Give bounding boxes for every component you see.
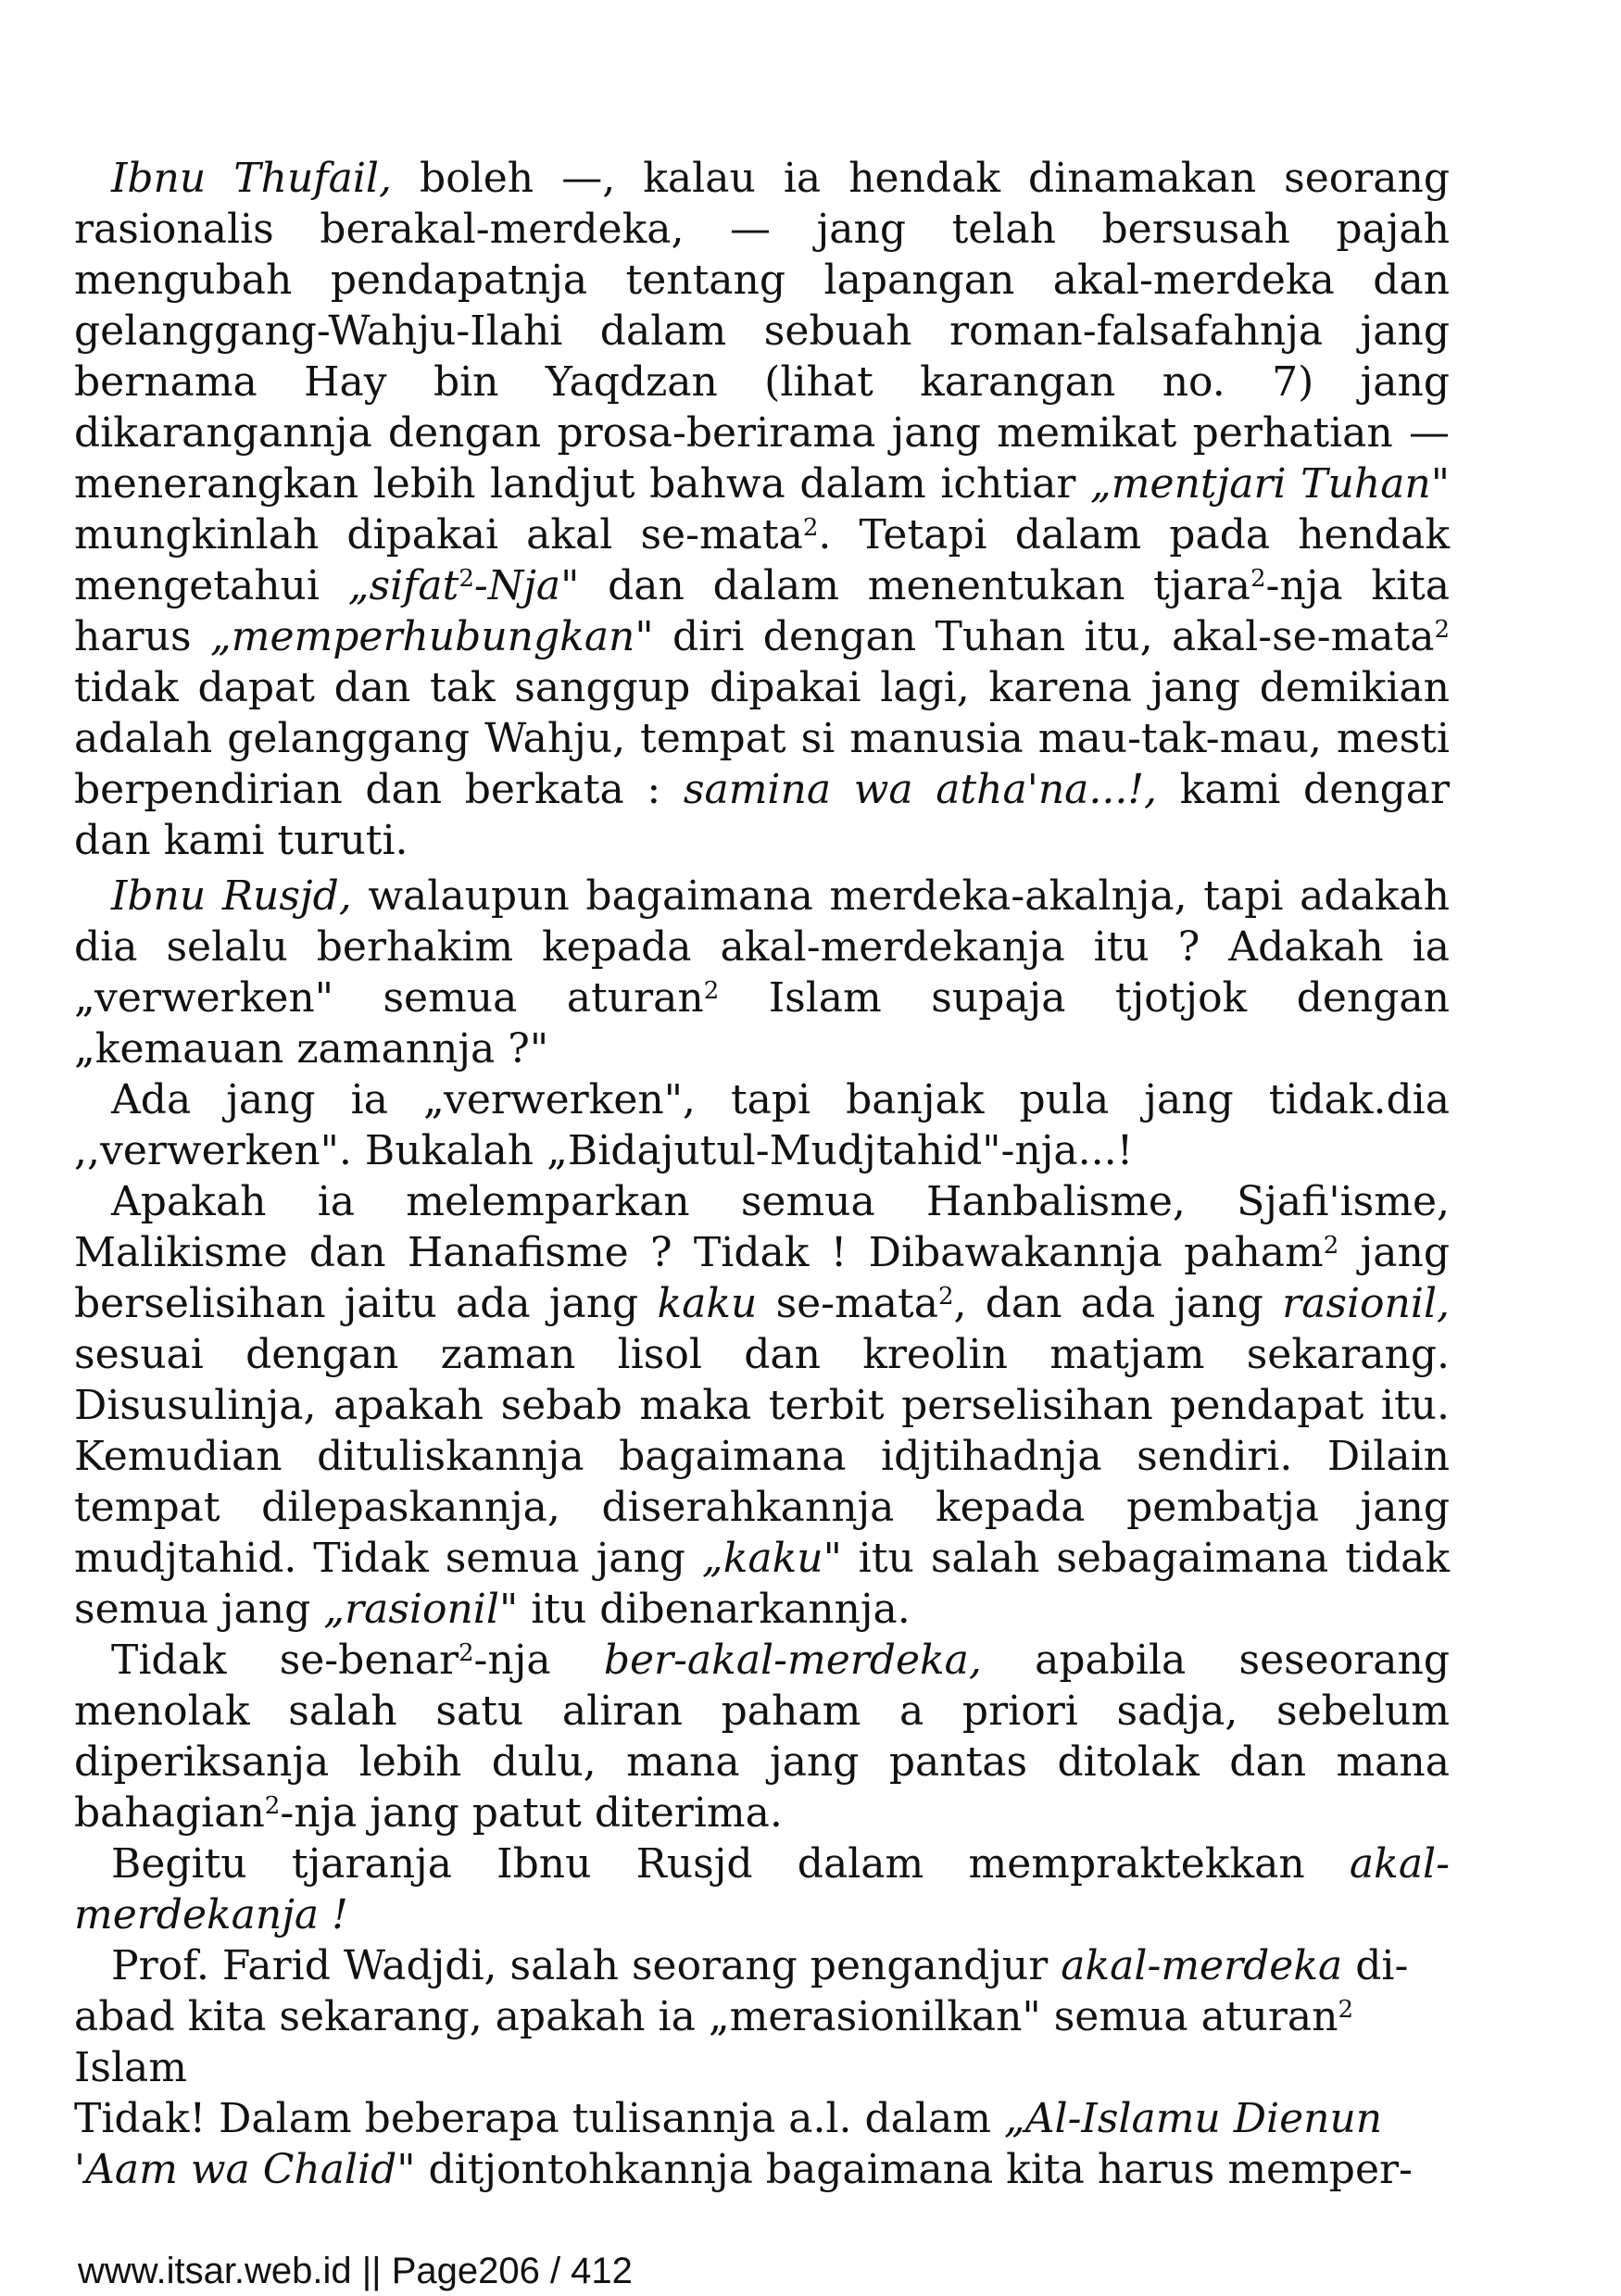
paragraph-hanbalisme: Apakah ia melemparkan semua Hanbalisme, Sjafi'isme, Malikisme dan Hanafisme ? Tidak ! Dibawakannja paham$^2$ jang berselisihan jaitu ada jang kaku se-mata$^2$, dan ada jang rasionil, sesuai dengan zaman lisol dan kreolin matjam sekarang. Disusulinja, apakah sebab maka terbit perselisihan pendapat itu. Kemudian dituliskannja bagaimana idjtihadnja sendiri. Dilain tempat dilepaskannja, diserahkannja kepada pembatja jang mudjtahid. Tidak semua jang „kaku" itu salah sebagaimana tidak semua jang „rasionil" itu dibenarkannja.: [74, 1178, 1451, 1633]
paragraph-verwerken: Ada jang ia „verwerken", tapi banjak pula jang tidak.dia ,,verwerken". Bukalah „Bidajutul-Mudjtahid"-nja...!: [74, 1076, 1450, 1174]
paragraph-begitu-tjaranja: Begitu tjaranja Ibnu Rusjd dalam mempraktekkan akal-merdekanja !: [74, 1840, 1450, 1938]
paragraph-ibnu-rusjd: Ibnu Rusjd, walaupun bagaimana merdeka-akalnja, tapi adakah dia selalu berhakim kepada akal-merdekanja itu ? Adakah ia „verwerken" semua aturan$^2$ Islam supaja tjotjok dengan „kemauan zamannja ?": [74, 872, 1450, 1073]
body-section-1: [74, 153, 1450, 866]
footer-separator: ||: [351, 2251, 392, 2291]
page-number: Page206 / 412: [391, 2251, 633, 2291]
paragraph-farid-wadjdi: Prof. Farid Wadjdi, salah seorang pengandjur akal-merdeka di- abad kita sekarang, apakah ia „merasionilkan" semua aturan$^2$ Islam Tidak! Dalam beberapa tulisannja a.l. dalam „Al-Islamu Dienun 'Aam wa Chalid" ditjontohkannja bagaimana kita harus memper-: [74, 1942, 1413, 2193]
body-section-2: [74, 871, 1450, 2195]
paragraph-ibnu-thufail: Ibnu Thufail, boleh —, kalau ia hendak dinamakan seorang rasionalis berakal-merdeka, — jang telah bersusah pajah mengubah pendapatnja tentang lapangan akal-merdeka dan gelanggang-Wahju-Ilahi dalam sebuah roman-falsafahnja jang bernama Hay bin Yaqdzan (lihat karangan no. 7) jang dikarangannja dengan prosa-berirama jang memikat perhatian — menerangkan lebih landjut bahwa dalam ichtiar „mentjari Tuhan" mungkinlah dipakai akal se-mata$^2$. Tetapi dalam pada hendak mengetahui „sifat$^2$-Nja" dan dalam menentukan tjara$^2$-nja kita harus „memperhubungkan" diri dengan Tuhan itu, akal-se-mata$^2$ tidak dapat dan tak sanggup dipakai lagi, karena jang demikian adalah gelanggang Wahju, tempat si manusia mau-tak-mau, mesti berpendirian dan berkata : samina wa atha'na...!, kami dengar dan kami turuti.: [74, 155, 1451, 864]
paragraph-se-benarnja: Tidak se-benar$^2$-nja ber-akal-merdeka, apabila seseorang menolak salah satu aliran paham a priori sadja, sebelum diperiksanja lebih dulu, mana jang pantas ditolak dan mana bahagian$^2$-nja jang patut diterima.: [74, 1637, 1450, 1837]
footer-website: www.itsar.web.id: [78, 2251, 352, 2291]
page-footer: [78, 2251, 633, 2292]
